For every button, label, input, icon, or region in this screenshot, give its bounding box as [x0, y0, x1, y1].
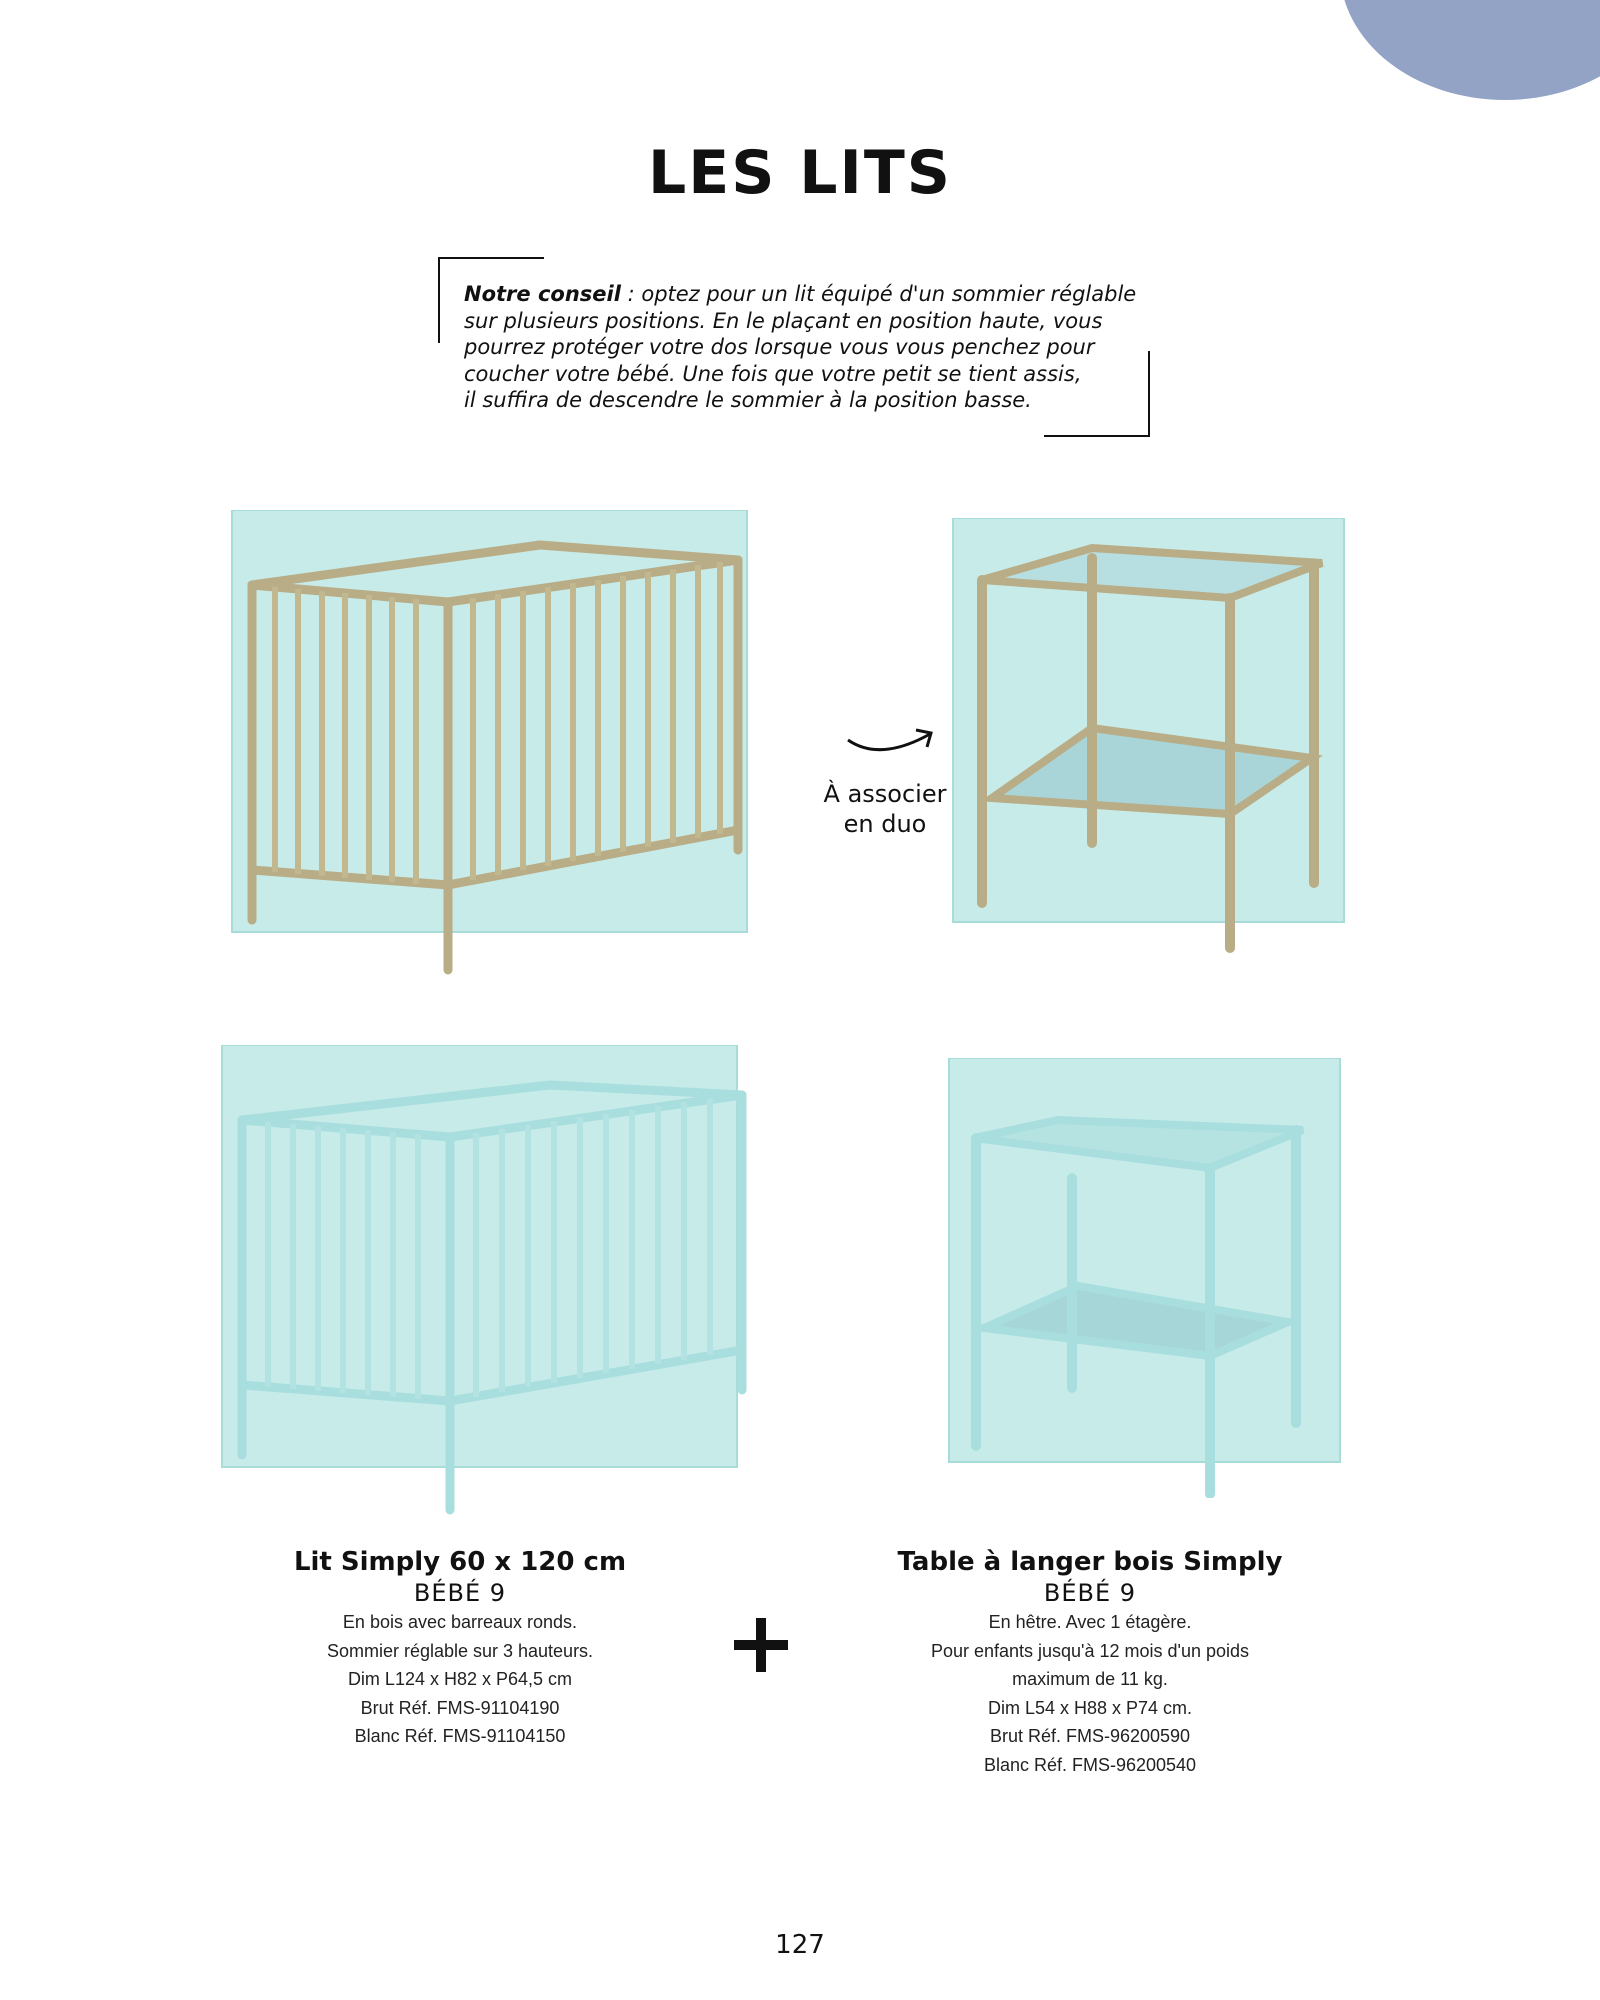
product-detail: En hêtre. Avec 1 étagère.: [988, 1612, 1192, 1632]
product-changing-table-info: [870, 1546, 1310, 1779]
changing-table-white-photo: [948, 1058, 1342, 1498]
advice-box: [438, 257, 1150, 437]
plus-icon: [734, 1618, 788, 1672]
product-name: Table à langer bois Simply: [897, 1547, 1283, 1577]
product-brand: BÉBÉ 9: [413, 1579, 507, 1607]
advice-line-4: coucher votre bébé. Une fois que votre petit se tient assis,: [464, 361, 1082, 386]
changing-table-natural-photo: [952, 518, 1346, 958]
pairing-line-2: en duo: [843, 810, 927, 838]
pairing-text: [810, 779, 960, 839]
product-detail: Brut Réf. FMS-91104190: [360, 1697, 560, 1718]
page-title: LES LITS: [647, 138, 953, 208]
corner-decoration: [1340, 0, 1600, 100]
product-detail: Blanc Réf. FMS-96200540: [983, 1754, 1197, 1775]
product-detail: En bois avec barreaux ronds.: [342, 1612, 578, 1632]
product-crib-info: [260, 1546, 660, 1751]
product-detail: Brut Réf. FMS-96200590: [989, 1726, 1191, 1746]
advice-line-2: sur plusieurs positions. En le plaçant en position haute, vous: [464, 308, 1103, 333]
advice-lead: Notre conseil: [464, 282, 621, 306]
advice-line-3: pourrez protéger votre dos lorsque vous vous penchez pour: [464, 335, 1095, 359]
product-detail: Blanc Réf. FMS-91104150: [354, 1726, 566, 1746]
pairing-callout: [810, 720, 960, 839]
product-detail: maximum de 11 kg.: [1012, 1669, 1168, 1689]
crib-natural-photo: [230, 510, 750, 980]
product-name: Lit Simply 60 x 120 cm: [293, 1547, 627, 1577]
pairing-line-1: À associer: [823, 780, 947, 808]
product-detail: Sommier réglable sur 3 hauteurs.: [326, 1640, 594, 1661]
product-detail: Dim L124 x H82 x P64,5 cm: [347, 1669, 573, 1689]
curved-arrow-icon: [830, 720, 940, 770]
page-number: 127: [775, 1930, 825, 1960]
product-brand: BÉBÉ 9: [1043, 1579, 1137, 1607]
product-detail: Dim L54 x H88 x P74 cm.: [987, 1697, 1193, 1718]
advice-text: [464, 281, 1144, 414]
product-detail: Pour enfants jusqu'à 12 mois d'un poids: [930, 1640, 1250, 1661]
advice-line-1: : optez pour un lit équipé d'un sommier réglable: [620, 282, 1137, 306]
crib-white-photo: [220, 1045, 760, 1515]
advice-line-5: il suffira de descendre le sommier à la position basse.: [464, 388, 1032, 412]
